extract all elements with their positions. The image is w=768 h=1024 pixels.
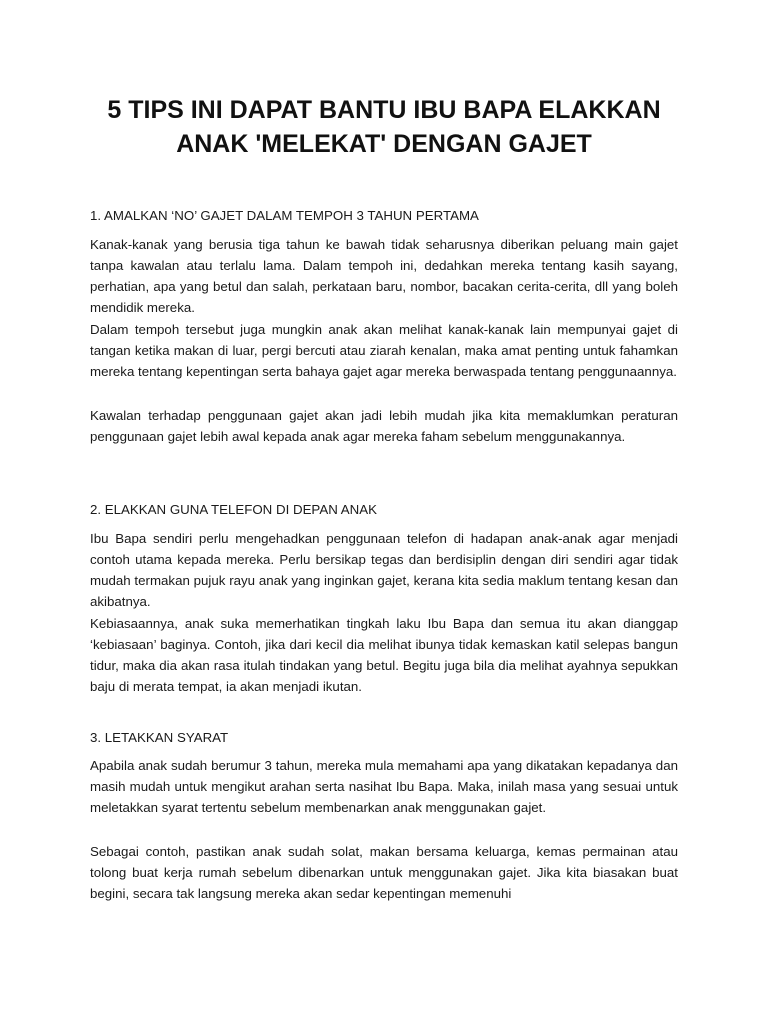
section-2-heading: 2. ELAKKAN GUNA TELEFON DI DEPAN ANAK: [90, 502, 377, 517]
section-3-paragraph-2: Sebagai contoh, pastikan anak sudah solat, makan bersama keluarga, kemas permainan atau tolong buat kerja rumah sebelum dibenarkan untuk menggunakan gajet. Jika kita biasakan buat begini, secara tak langsung mereka akan sedar kepentingan memenuhi: [90, 844, 678, 901]
document-title: [60, 93, 708, 161]
section-2-paragraph-2: Kebiasaannya, anak suka memerhatikan tingkah laku Ibu Bapa dan semua itu akan dianggap ‘kebiasaan’ baginya. Contoh, jika dari kecil dia melihat ibunya tidak kemaskan katil selepas bangun tidur, maka dia akan rasa itulah tindakan yang betul. Begitu juga bila dia melihat ayahnya sepukkan baju di merata tempat, ia akan menjadi ikutan.: [90, 616, 678, 694]
section-3-heading: 3. LETAKKAN SYARAT: [90, 730, 229, 745]
section-1-heading: 1. AMALKAN ‘NO’ GAJET DALAM TEMPOH 3 TAHUN PERTAMA: [90, 208, 479, 223]
section-2-paragraph-1: Ibu Bapa sendiri perlu mengehadkan penggunaan telefon di hadapan anak-anak agar menjadi contoh utama kepada mereka. Perlu bersikap tegas dan berdisiplin dengan diri sendiri agar tidak mudah termakan pujuk rayu anak yang inginkan gajet, kerana kita sedia maklum tentang kesan dan akibatnya.: [90, 531, 678, 609]
title-line-1: 5 TIPS INI DAPAT BANTU IBU BAPA ELAKKAN: [107, 96, 661, 124]
section-3-paragraph-1: Apabila anak sudah berumur 3 tahun, mereka mula memahami apa yang dikatakan kepadanya dan masih mudah untuk mengikut arahan serta nasihat Ibu Bapa. Maka, inilah masa yang sesuai untuk meletakkan syarat tertentu sebelum membenarkan anak menggunakan gajet.: [90, 758, 678, 815]
section-1-paragraph-1: Kanak-kanak yang berusia tiga tahun ke bawah tidak seharusnya diberikan peluang main gajet tanpa kawalan atau terlalu lama. Dalam tempoh ini, dedahkan mereka tentang kasih sayang, perhatian, apa yang betul dan salah, perkataan baru, nombor, bacakan cerita-cerita, dll yang boleh mendidik mereka.: [90, 237, 678, 315]
section-1-paragraph-2: Dalam tempoh tersebut juga mungkin anak akan melihat kanak-kanak lain mempunyai gajet di tangan ketika makan di luar, pergi bercuti atau ziarah kenalan, maka amat penting untuk fahamkan mereka tentang kepentingan serta bahaya gajet agar mereka berwaspada tentang penggunaannya.: [90, 322, 678, 379]
section-1-paragraph-3: Kawalan terhadap penggunaan gajet akan jadi lebih mudah jika kita memaklumkan peraturan penggunaan gajet lebih awal kepada anak agar mereka faham sebelum menggunakannya.: [90, 408, 678, 444]
title-line-2: ANAK 'MELEKAT' DENGAN GAJET: [176, 130, 592, 158]
